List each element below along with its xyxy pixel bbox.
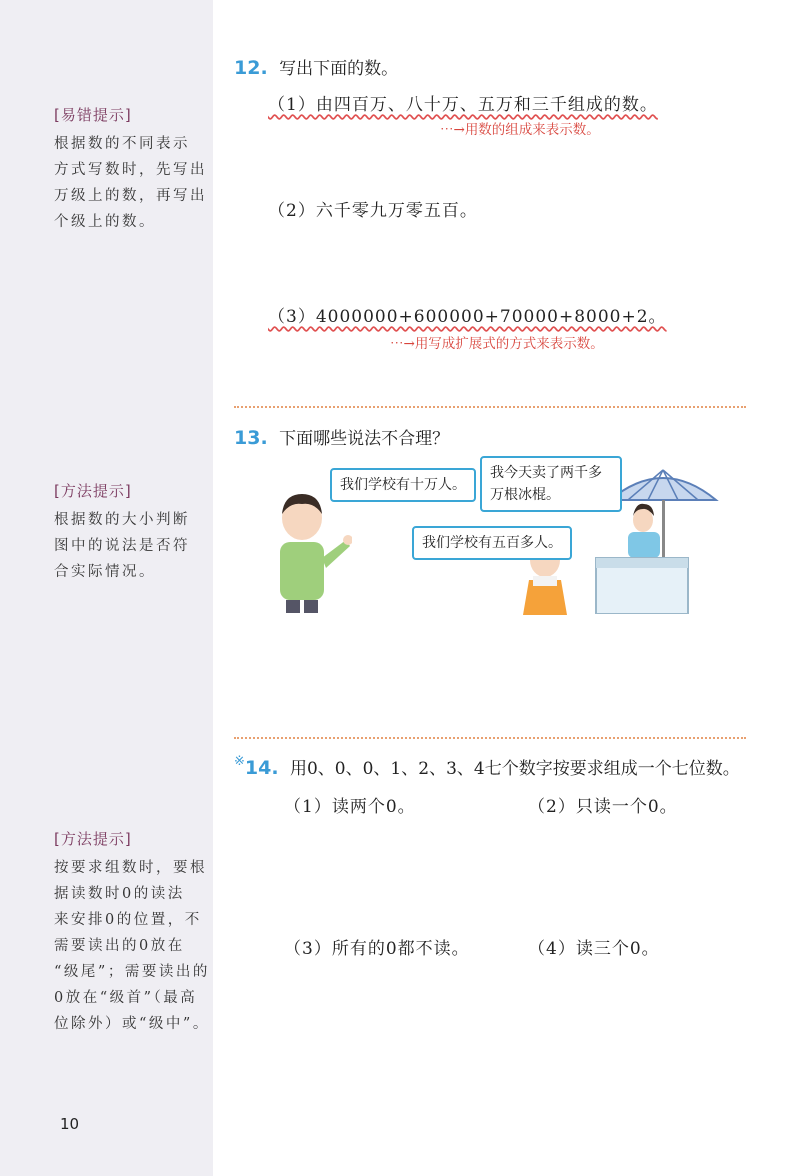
q12-item-1: （1）由四百万、八十万、五万和三千组成的数。	[268, 95, 658, 115]
question-title: 写出下面的数。	[279, 59, 399, 79]
tip-line: “级尾”；需要读出的	[54, 964, 210, 980]
tip-line: 万级上的数，再写出	[54, 188, 207, 204]
tip-line: 按要求组数时，要根	[54, 860, 207, 876]
tip-line: 位除外）或“级中”。	[54, 1016, 210, 1032]
q12-item-2: （2）六千零九万零五百。	[268, 201, 478, 221]
tip-title: [易错提示]	[54, 106, 132, 124]
tip-line: 方式写数时，先写出	[54, 162, 207, 178]
tip-line: 0放在“级首”（最高	[54, 990, 198, 1006]
tip-line: 合实际情况。	[54, 564, 156, 580]
q12-note-1	[440, 118, 600, 138]
question-13-header	[234, 424, 449, 449]
question-number: 14.	[244, 757, 279, 779]
speech-bubble-girl	[412, 526, 572, 560]
q14-item-1: （1）读两个0。	[284, 797, 416, 817]
section-divider	[234, 737, 746, 739]
tip-title: [方法提示]	[54, 830, 132, 848]
section-divider	[234, 406, 746, 408]
tip-line: 根据数的大小判断	[54, 512, 190, 528]
tip-line: 根据数的不同表示	[54, 136, 190, 152]
q12-item-3: （3）4000000+600000+70000+8000+2。	[268, 307, 667, 327]
bubble-text: 我今天卖了两千多万根冰棍。	[490, 465, 602, 503]
note-text: 用写成扩展式的方式来表示数。	[414, 336, 604, 352]
question-number: 12.	[234, 57, 268, 79]
note-text: 用数的组成来表示数。	[464, 122, 600, 138]
q14-item-4: （4）读三个0。	[528, 939, 660, 959]
challenge-star-icon: ※	[234, 754, 245, 769]
question-12-header	[234, 54, 398, 79]
q14-item-3: （3）所有的0都不读。	[284, 939, 470, 959]
tip-line: 图中的说法是否符	[54, 538, 190, 554]
dotted-arrow-icon: ⋯→	[440, 122, 465, 138]
bubble-text: 我们学校有五百多人。	[422, 535, 562, 551]
tip-easy-mistake	[54, 104, 207, 235]
tip-line: 需要读出的0放在	[54, 938, 185, 954]
q14-item-2: （2）只读一个0。	[528, 797, 678, 817]
speech-bubble-boy	[330, 468, 476, 502]
tip-line: 据读数时0的读法	[54, 886, 185, 902]
boy-illustration	[262, 488, 352, 613]
tip-method-1	[54, 480, 204, 585]
tip-title: [方法提示]	[54, 482, 132, 500]
sidebar	[0, 0, 213, 1176]
question-title: 用0、0、0、1、2、3、4七个数字按要求组成一个七位数。	[289, 759, 740, 779]
tip-line: 个级上的数。	[54, 214, 156, 230]
q12-note-2	[390, 332, 604, 352]
page-number: 10	[60, 1115, 80, 1133]
tip-method-2	[54, 828, 210, 1037]
dotted-arrow-icon: ⋯→	[390, 336, 415, 352]
speech-bubble-vendor	[480, 456, 622, 512]
question-title: 下面哪些说法不合理？	[279, 429, 450, 449]
bubble-text: 我们学校有十万人。	[340, 477, 466, 493]
question-number: 13.	[234, 427, 268, 449]
tip-line: 来安排0的位置，不	[54, 912, 202, 928]
question-14-header	[234, 754, 740, 779]
